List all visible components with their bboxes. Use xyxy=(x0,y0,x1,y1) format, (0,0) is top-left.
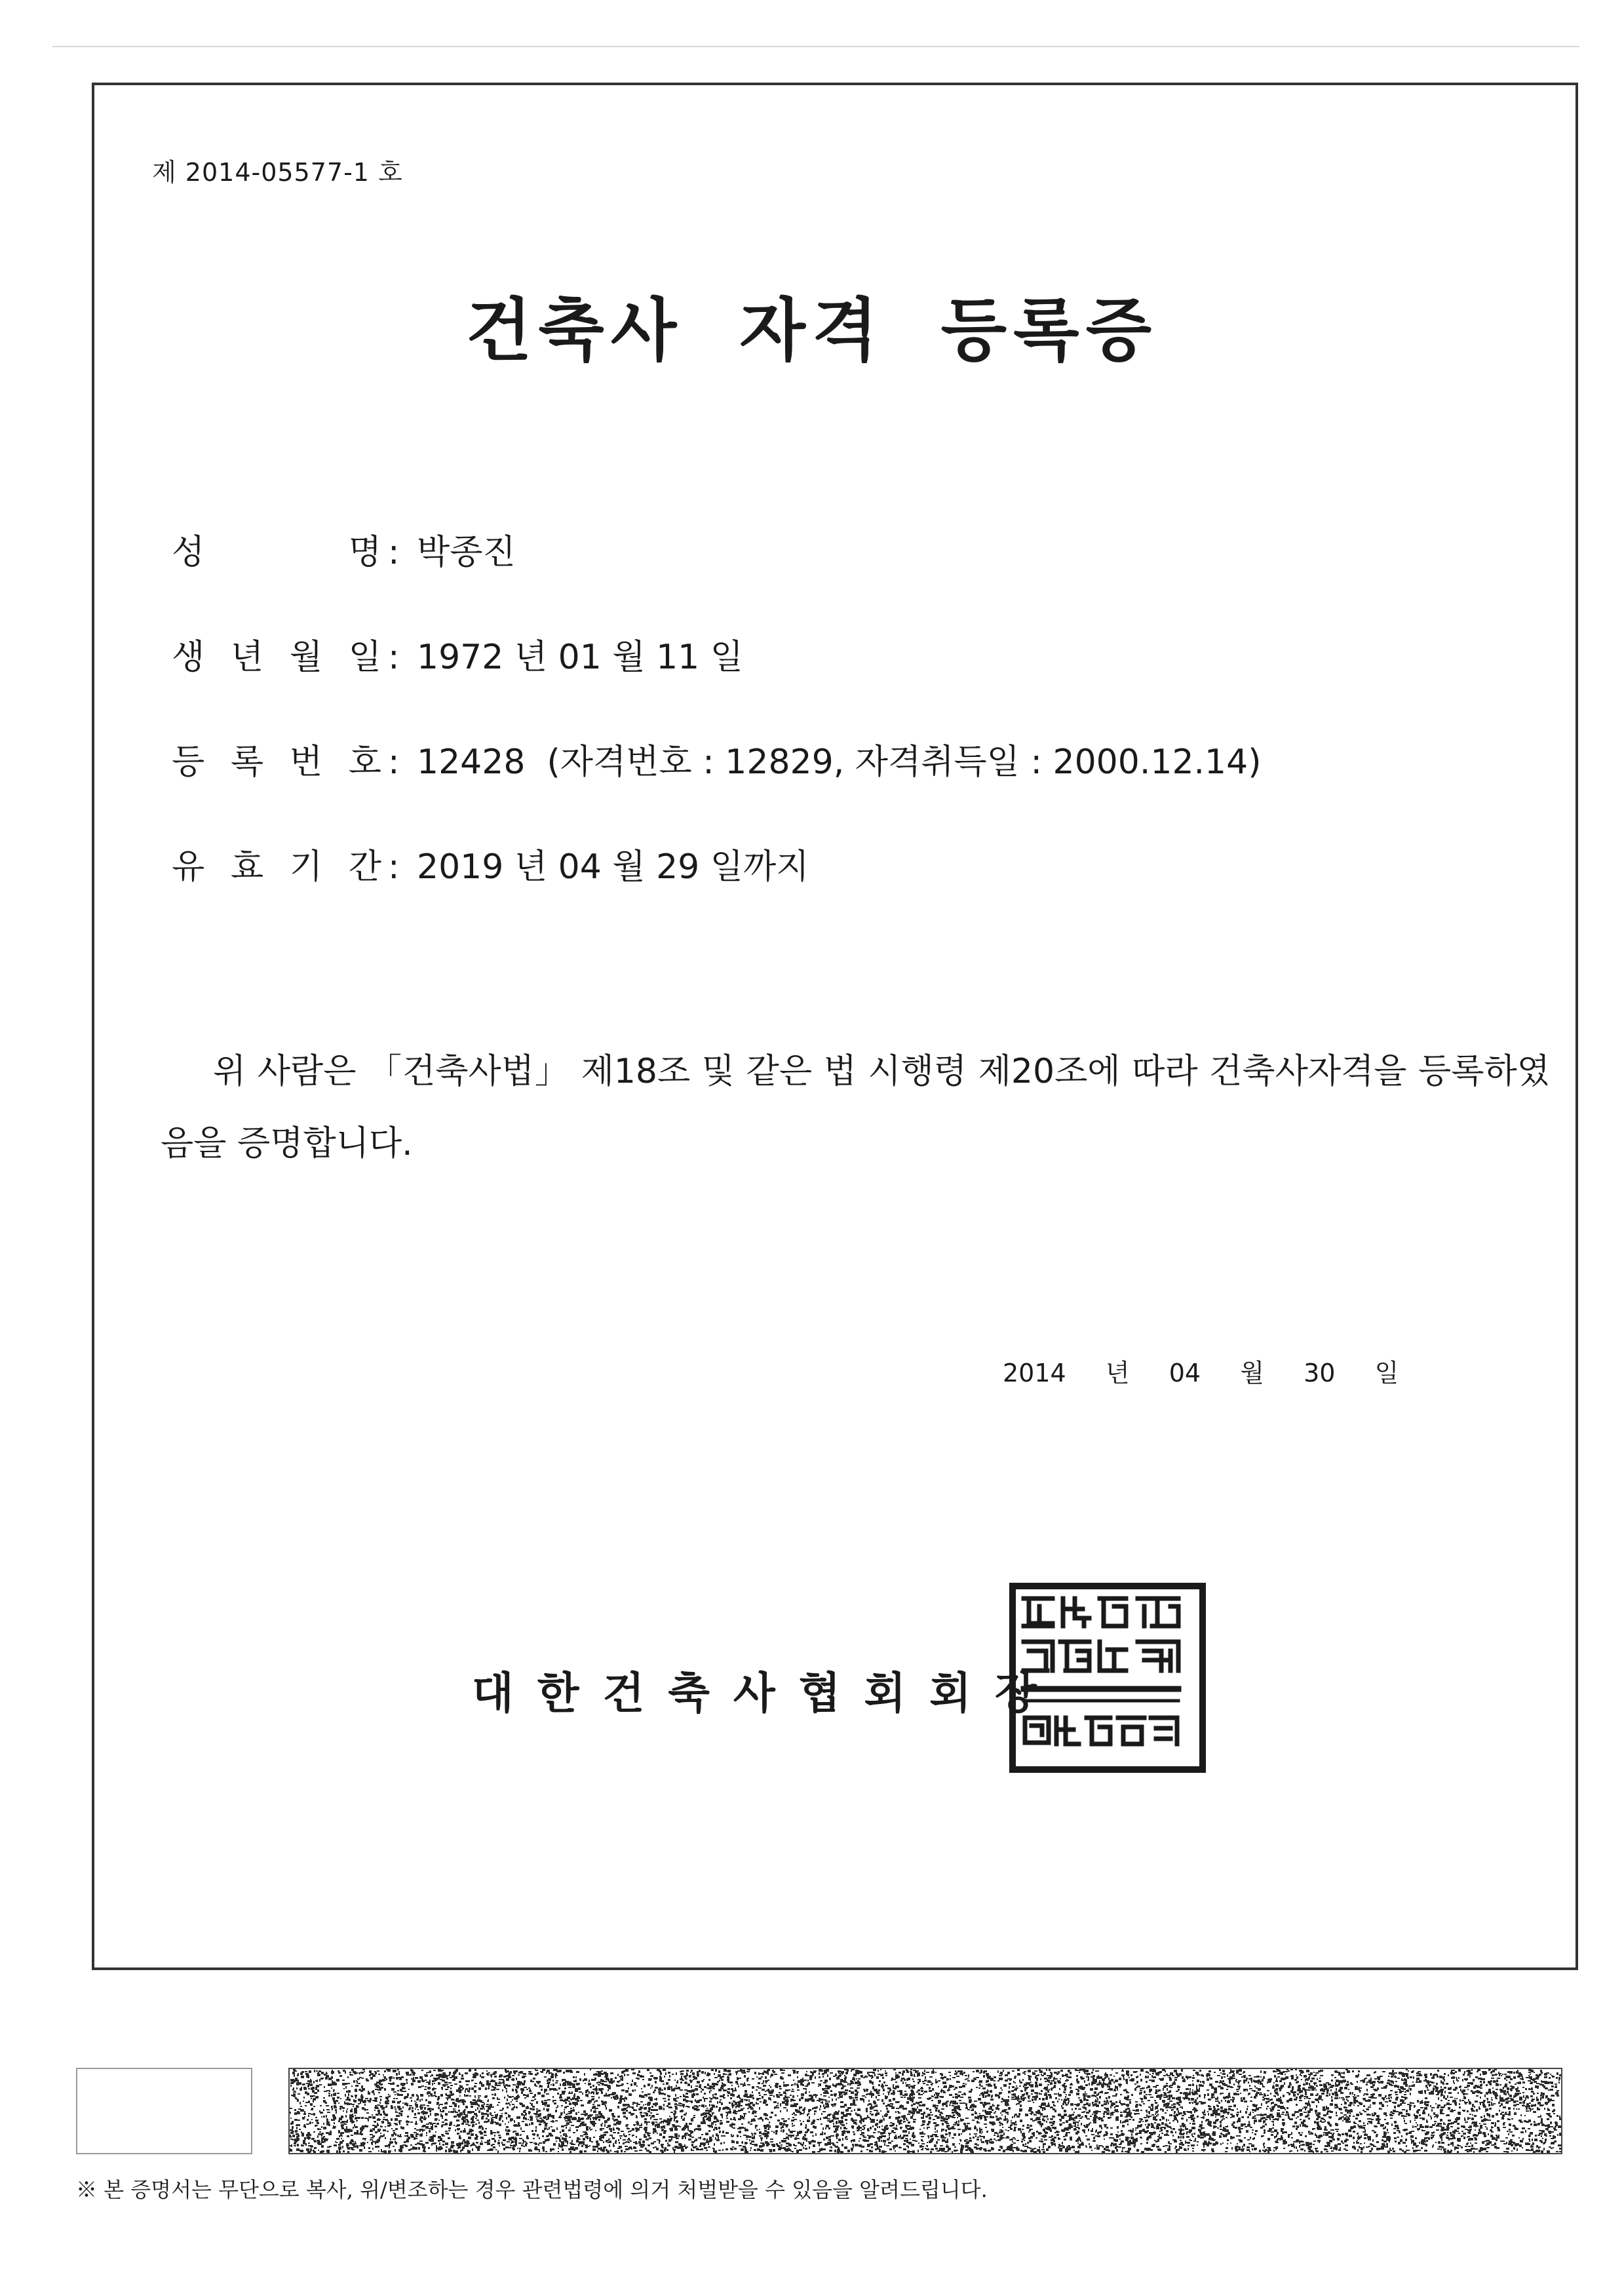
field-name-label: 성 명 xyxy=(172,533,381,572)
field-registration-number xyxy=(172,734,1262,783)
field-birthdate-value: 1972 년 01 월 11 일 xyxy=(417,638,744,677)
legal-footnote: ※ 본 증명서는 무단으로 복사, 위/변조하는 경우 관련법령에 의거 처벌받을 수 있음을 알려드립니다. xyxy=(76,2177,988,2202)
official-seal-stamp xyxy=(1009,1583,1206,1773)
security-barcode-pattern xyxy=(288,2068,1562,2154)
top-divider-line xyxy=(52,46,1579,47)
field-colon: : xyxy=(388,533,400,572)
field-registration-number-value: 12428 (자격번호 : 12829, 자격취득일 : 2000.12.14) xyxy=(417,743,1262,782)
field-colon: : xyxy=(388,638,400,677)
field-colon: : xyxy=(388,847,400,887)
field-birthdate xyxy=(172,629,743,678)
field-name-value: 박종진 xyxy=(417,533,516,572)
field-colon: : xyxy=(388,743,400,782)
document-number: 제 2014-05577-1 호 xyxy=(152,158,403,187)
security-noise-dots xyxy=(290,2069,1561,2153)
security-noise-graphic xyxy=(290,2069,1561,2153)
issue-date: 2014 년 04 월 30 일 xyxy=(1003,1359,1399,1387)
seal-glyph-pattern xyxy=(1016,1589,1199,1766)
certification-statement xyxy=(161,1036,1550,1180)
field-validity-period xyxy=(172,839,809,888)
field-name xyxy=(172,524,516,573)
field-validity-period-value: 2019 년 04 월 29 일까지 xyxy=(417,847,809,887)
blank-verification-box xyxy=(76,2068,252,2154)
issuer-name: 대한건축사협회회장 xyxy=(472,1668,1060,1718)
certificate-title: 건축사 자격 등록증 xyxy=(465,290,1159,370)
field-validity-period-label: 유 효 기 간 xyxy=(172,847,381,887)
field-registration-number-label: 등 록 번 호 xyxy=(172,743,381,782)
certification-text: 위 사람은 「건축사법」 제18조 및 같은 법 시행령 제20조에 따라 건축사자격을 등록하였음을 증명합니다. xyxy=(161,1052,1550,1163)
field-birthdate-label: 생 년 월 일 xyxy=(172,638,381,677)
